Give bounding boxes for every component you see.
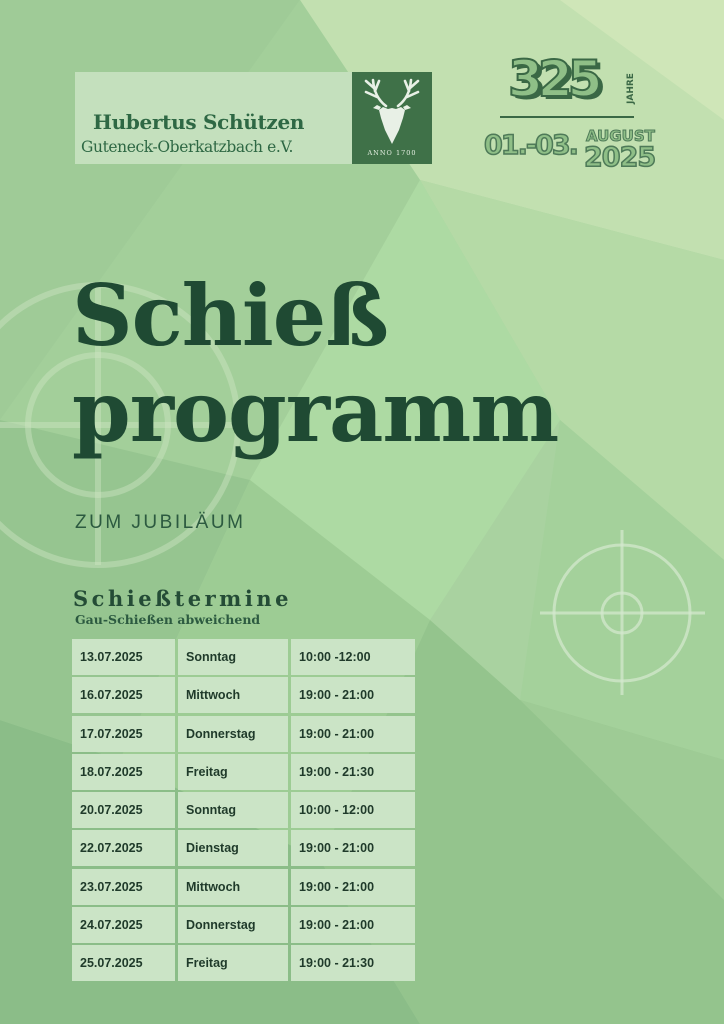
day-cell: Sonntag [178,639,288,675]
day-cell: Freitag [178,945,288,981]
time-cell: 19:00 - 21:00 [291,716,415,752]
time-cell: 19:00 - 21:00 [291,677,415,713]
time-cell: 19:00 - 21:30 [291,945,415,981]
day-cell: Donnerstag [178,907,288,943]
jubilee-unit: JAHRE [626,73,636,104]
club-name-box [75,72,357,164]
club-place: Guteneck-Oberkatzbach e.V. [81,138,294,156]
time-cell: 19:00 - 21:00 [291,869,415,905]
page-subtitle: ZUM JUBILÄUM [75,512,246,533]
date-cell: 20.07.2025 [72,792,175,828]
day-cell: Mittwoch [178,677,288,713]
page-title-line2: programm [72,362,559,461]
time-cell: 10:00 - 12:00 [291,792,415,828]
date-cell: 24.07.2025 [72,907,175,943]
day-cell: Sonntag [178,792,288,828]
time-cell: 19:00 - 21:30 [291,754,415,790]
time-cell: 19:00 - 21:00 [291,830,415,866]
date-cell: 23.07.2025 [72,869,175,905]
date-cell: 13.07.2025 [72,639,175,675]
day-cell: Mittwoch [178,869,288,905]
jubilee-badge [480,50,670,180]
day-cell: Freitag [178,754,288,790]
schedule-note: Gau-Schießen abweichend [75,612,261,627]
day-cell: Dienstag [178,830,288,866]
club-name: Hubertus Schützen [93,110,305,134]
time-cell: 19:00 - 21:00 [291,907,415,943]
page-title-line1: Schieß [72,266,389,365]
page-title [72,268,692,460]
jubilee-divider [500,116,634,118]
jubilee-year: 2025 [584,142,656,173]
date-cell: 22.07.2025 [72,830,175,866]
date-cell: 18.07.2025 [72,754,175,790]
day-cell: Donnerstag [178,716,288,752]
jubilee-number: 325 [508,50,598,108]
jubilee-dates: 01.-03. [484,130,577,161]
date-cell: 25.07.2025 [72,945,175,981]
time-cell: 10:00 -12:00 [291,639,415,675]
date-cell: 17.07.2025 [72,716,175,752]
club-emblem [352,72,432,164]
schedule-heading: Schießtermine [73,586,292,611]
emblem-year: ANNO 1700 [367,149,417,157]
jubilee-month: AUGUST [586,127,655,145]
date-cell: 16.07.2025 [72,677,175,713]
